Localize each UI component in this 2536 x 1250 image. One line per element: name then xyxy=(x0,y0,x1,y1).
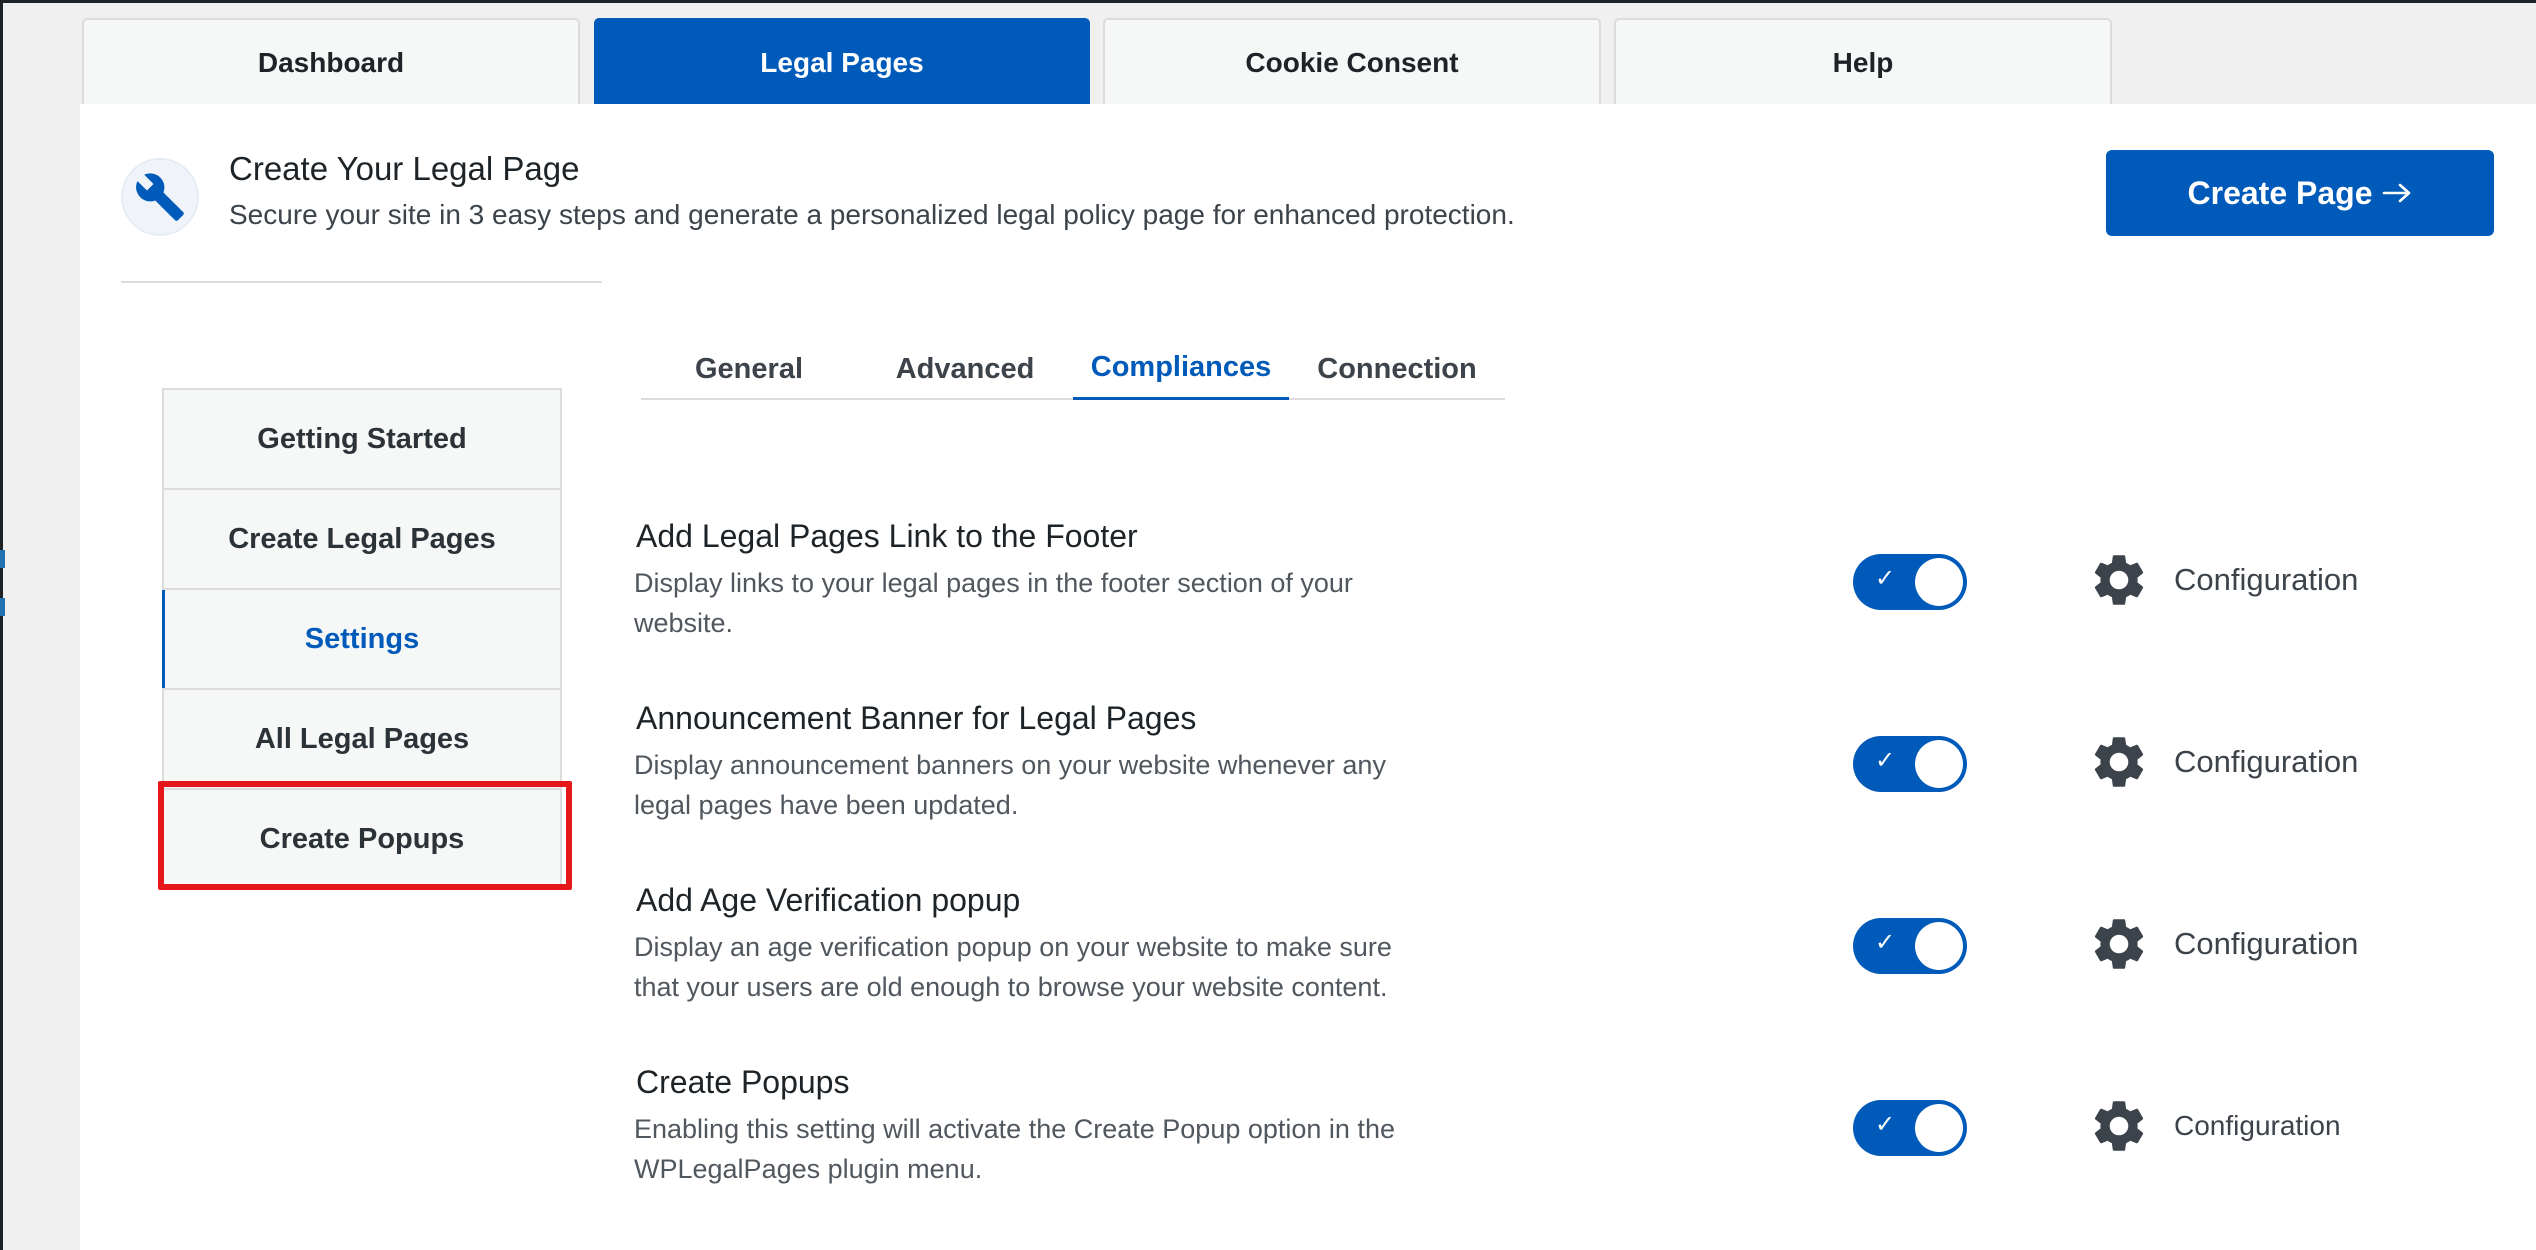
feature-title-create-popups: Create Popups xyxy=(636,1064,850,1100)
side-item-getting-started[interactable]: Getting Started xyxy=(164,390,560,490)
toggle-announcement-banner[interactable] xyxy=(1853,736,1967,792)
window-top-edge xyxy=(0,0,2536,3)
window-left-edge xyxy=(0,0,3,1250)
header-divider xyxy=(121,281,602,283)
subtab-advanced[interactable]: Advanced xyxy=(895,352,1035,385)
gear-icon xyxy=(2088,549,2150,611)
gear-icon xyxy=(2088,1095,2150,1157)
side-item-create-legal-pages[interactable]: Create Legal Pages xyxy=(164,490,560,590)
side-item-all-legal-pages[interactable]: All Legal Pages xyxy=(164,690,560,790)
feature-desc-age-verification: Display an age verification popup on your website to make sure that your users are old enough to browse your website content. xyxy=(634,932,1392,1002)
toggle-knob xyxy=(1915,922,1963,970)
subtab-compliances[interactable]: Compliances xyxy=(1073,338,1289,400)
edge-marker xyxy=(0,550,5,568)
tab-legal-pages[interactable]: Legal Pages xyxy=(594,18,1090,106)
toggle-footer-link[interactable] xyxy=(1853,554,1967,610)
config-create-popups[interactable] xyxy=(2088,1094,2341,1158)
check-icon: ✓ xyxy=(1875,565,1896,592)
config-label: Configuration xyxy=(2174,744,2359,779)
toggle-knob xyxy=(1915,558,1963,606)
toggle-knob xyxy=(1915,740,1963,788)
wrench-icon xyxy=(121,158,199,236)
side-item-settings[interactable]: Settings xyxy=(164,590,560,690)
side-menu xyxy=(162,388,562,890)
gear-icon xyxy=(2088,731,2150,793)
side-item-create-popups[interactable]: Create Popups xyxy=(164,790,560,890)
tab-dashboard[interactable]: Dashboard xyxy=(82,18,580,106)
toggle-age-verification[interactable] xyxy=(1853,918,1967,974)
feature-title-footer-link: Add Legal Pages Link to the Footer xyxy=(636,518,1138,554)
arrow-right-icon xyxy=(2382,182,2412,204)
header-subtitle: Secure your site in 3 easy steps and generate a personalized legal policy page for enhanced protection. xyxy=(229,199,1515,230)
config-label: Configuration xyxy=(2174,1110,2341,1141)
feature-title-age-verification: Add Age Verification popup xyxy=(636,882,1021,918)
tab-help[interactable]: Help xyxy=(1614,18,2112,106)
feature-title-announcement-banner: Announcement Banner for Legal Pages xyxy=(636,700,1197,736)
feature-desc-footer-link: Display links to your legal pages in the footer section of your website. xyxy=(634,568,1353,638)
check-icon: ✓ xyxy=(1875,747,1896,774)
edge-marker xyxy=(0,598,5,616)
feature-desc-announcement-banner: Display announcement banners on your website whenever any legal pages have been updated. xyxy=(634,750,1386,820)
subtab-general[interactable]: General xyxy=(695,352,803,385)
create-page-label: Create Page xyxy=(2187,174,2373,211)
config-label: Configuration xyxy=(2174,562,2359,597)
config-footer-link[interactable] xyxy=(2088,548,2358,612)
tab-cookie-consent[interactable]: Cookie Consent xyxy=(1103,18,1601,106)
subtab-connection[interactable]: Connection xyxy=(1317,352,1477,385)
header-title: Create Your Legal Page xyxy=(229,150,580,187)
feature-desc-create-popups: Enabling this setting will activate the Create Popup option in the WPLegalPages plugin menu. xyxy=(634,1114,1395,1184)
config-age-verification[interactable] xyxy=(2088,912,2358,976)
create-page-button[interactable] xyxy=(2106,150,2494,236)
toggle-knob xyxy=(1915,1104,1963,1152)
config-announcement-banner[interactable] xyxy=(2088,730,2358,794)
check-icon: ✓ xyxy=(1875,1111,1896,1138)
gear-icon xyxy=(2088,913,2150,975)
toggle-create-popups[interactable] xyxy=(1853,1100,1967,1156)
check-icon: ✓ xyxy=(1875,929,1896,956)
config-label: Configuration xyxy=(2174,926,2359,961)
